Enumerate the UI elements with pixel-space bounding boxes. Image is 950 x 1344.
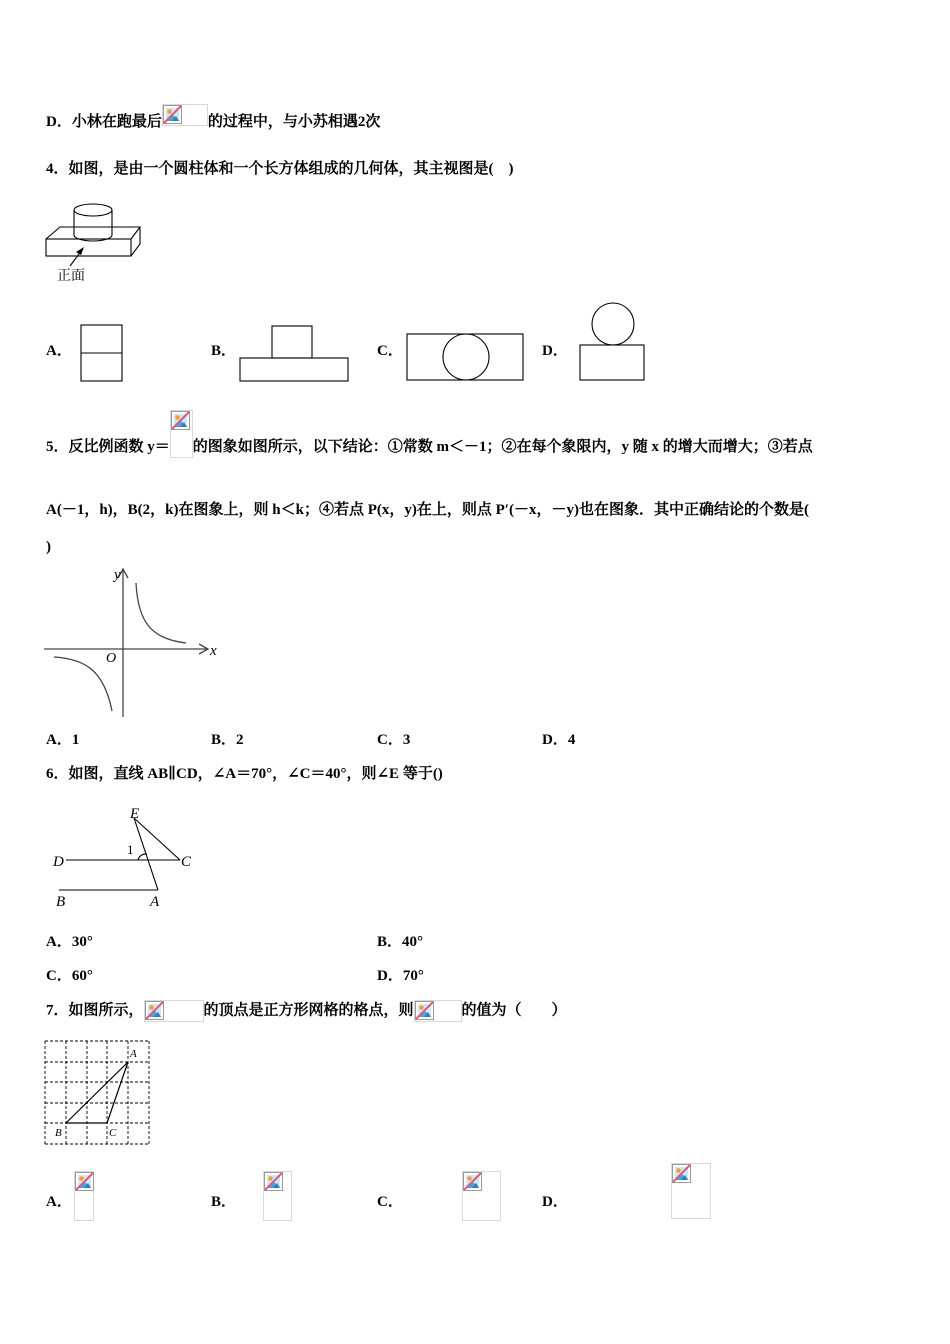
q5-option-b xyxy=(211,730,244,750)
broken-image-icon xyxy=(462,1171,501,1221)
option-value: 60° xyxy=(71,968,93,984)
broken-image-icon xyxy=(671,1163,711,1219)
q6-option-a xyxy=(46,932,93,952)
front-label: 正面 xyxy=(57,269,85,284)
label-a: A xyxy=(150,894,160,910)
label-c: C xyxy=(181,854,192,870)
option-label: D． xyxy=(542,732,568,748)
q4-option-d-figure xyxy=(578,300,648,384)
option-label: C． xyxy=(377,732,403,748)
label-d: D xyxy=(53,854,64,870)
q7-option-d-label: D． xyxy=(542,1194,568,1210)
q7-option-a-label: A． xyxy=(46,1194,72,1210)
segment-ba xyxy=(66,1062,128,1123)
hyperbola-branch-1 xyxy=(136,583,186,643)
q5-line1-post: 的图象如图所示，以下结论：①常数 m＜－1；②在每个象限内，y 随 x 的增大而增大；③若点 xyxy=(192,439,813,455)
q7-stem-pre: 7．如图所示， xyxy=(46,1002,144,1019)
q7-option-c-label: C． xyxy=(377,1194,403,1210)
q6-option-b xyxy=(377,932,423,952)
label-b: B xyxy=(56,894,66,910)
broken-image-icon xyxy=(263,1171,292,1221)
q5-line-3: ) xyxy=(46,539,51,555)
option-label: D． xyxy=(377,968,403,984)
option-value: 4 xyxy=(567,732,576,748)
q4-option-c-figure xyxy=(405,330,527,384)
q4-option-c-label: C． xyxy=(377,343,403,359)
angle-1-arc xyxy=(138,854,147,860)
q4-stem: 4．如图，是由一个圆柱体和一个长方体组成的几何体，其主视图是( ) xyxy=(46,161,514,177)
q7-stem-mid: 的顶点是正方形网格的格点，则 xyxy=(203,1002,414,1019)
q5-line1-pre: 5．反比例函数 y＝ xyxy=(46,439,170,455)
q5-line-2: A(－1，h)，B(2，k)在图象上，则 h＜k；④若点 P(x，y)在上，则点 P′(－x，－y)也在图象．其中正确结论的个数是( xyxy=(46,502,809,518)
option-value: 30° xyxy=(71,934,93,950)
label-a: A xyxy=(130,1048,137,1060)
x-axis-label: x xyxy=(210,643,217,659)
q6-stem: 6．如图，直线 AB∥CD，∠A＝70°，∠C＝40°，则∠E 等于() xyxy=(46,766,443,782)
option-value: 2 xyxy=(236,732,244,748)
q4-option-b-label: B． xyxy=(211,343,237,359)
label-angle-1: 1 xyxy=(127,842,134,857)
label-e: E xyxy=(130,806,140,822)
broken-image-icon xyxy=(144,1000,204,1022)
option-value: 1 xyxy=(71,732,80,748)
broken-image-icon xyxy=(170,410,193,458)
option-label: A． xyxy=(46,732,72,748)
option-label: B． xyxy=(211,732,237,748)
q4-solid-figure xyxy=(40,198,150,288)
option-label: B． xyxy=(377,934,403,950)
q3-optD-pre-text: 小林在跑最后 xyxy=(71,114,162,130)
label-c: C xyxy=(109,1127,117,1139)
option-label: C． xyxy=(46,968,72,984)
option-value: 70° xyxy=(402,968,424,984)
q5-option-a xyxy=(46,730,79,750)
q7-stem xyxy=(46,1000,567,1022)
option-label: A． xyxy=(46,934,72,950)
q7-option-b-label: B． xyxy=(211,1194,237,1210)
q6-parallel-lines-figure xyxy=(50,800,200,912)
q4-option-b-figure xyxy=(238,323,350,383)
q3-option-d xyxy=(46,112,380,132)
option-value: 40° xyxy=(402,934,424,950)
y-axis-label: y xyxy=(114,567,121,583)
option-value: 3 xyxy=(402,732,411,748)
option-label: D． xyxy=(46,114,72,130)
segment-ca xyxy=(107,1062,128,1123)
q5-line-1 xyxy=(46,437,813,458)
q3-optD-post-text: 的过程中，与小苏相遇2次 xyxy=(207,114,381,130)
broken-image-icon xyxy=(414,1000,462,1022)
q7-grid-figure xyxy=(44,1040,152,1146)
q7-stem-post: 的值为（ ） xyxy=(461,1002,567,1019)
q6-option-c xyxy=(46,966,93,986)
broken-image-icon xyxy=(162,104,208,126)
q4-option-a-figure xyxy=(80,323,124,383)
q5-hyperbola-graph xyxy=(42,563,222,721)
q4-option-a-label: A． xyxy=(46,343,72,359)
q6-option-d xyxy=(377,966,424,986)
q5-option-c xyxy=(377,730,410,750)
q5-option-d xyxy=(542,730,575,750)
origin-label: O xyxy=(106,651,117,666)
hyperbola-branch-2 xyxy=(54,657,112,711)
label-b: B xyxy=(55,1127,62,1139)
broken-image-icon xyxy=(74,1171,94,1221)
q4-option-d-label: D． xyxy=(542,343,568,359)
